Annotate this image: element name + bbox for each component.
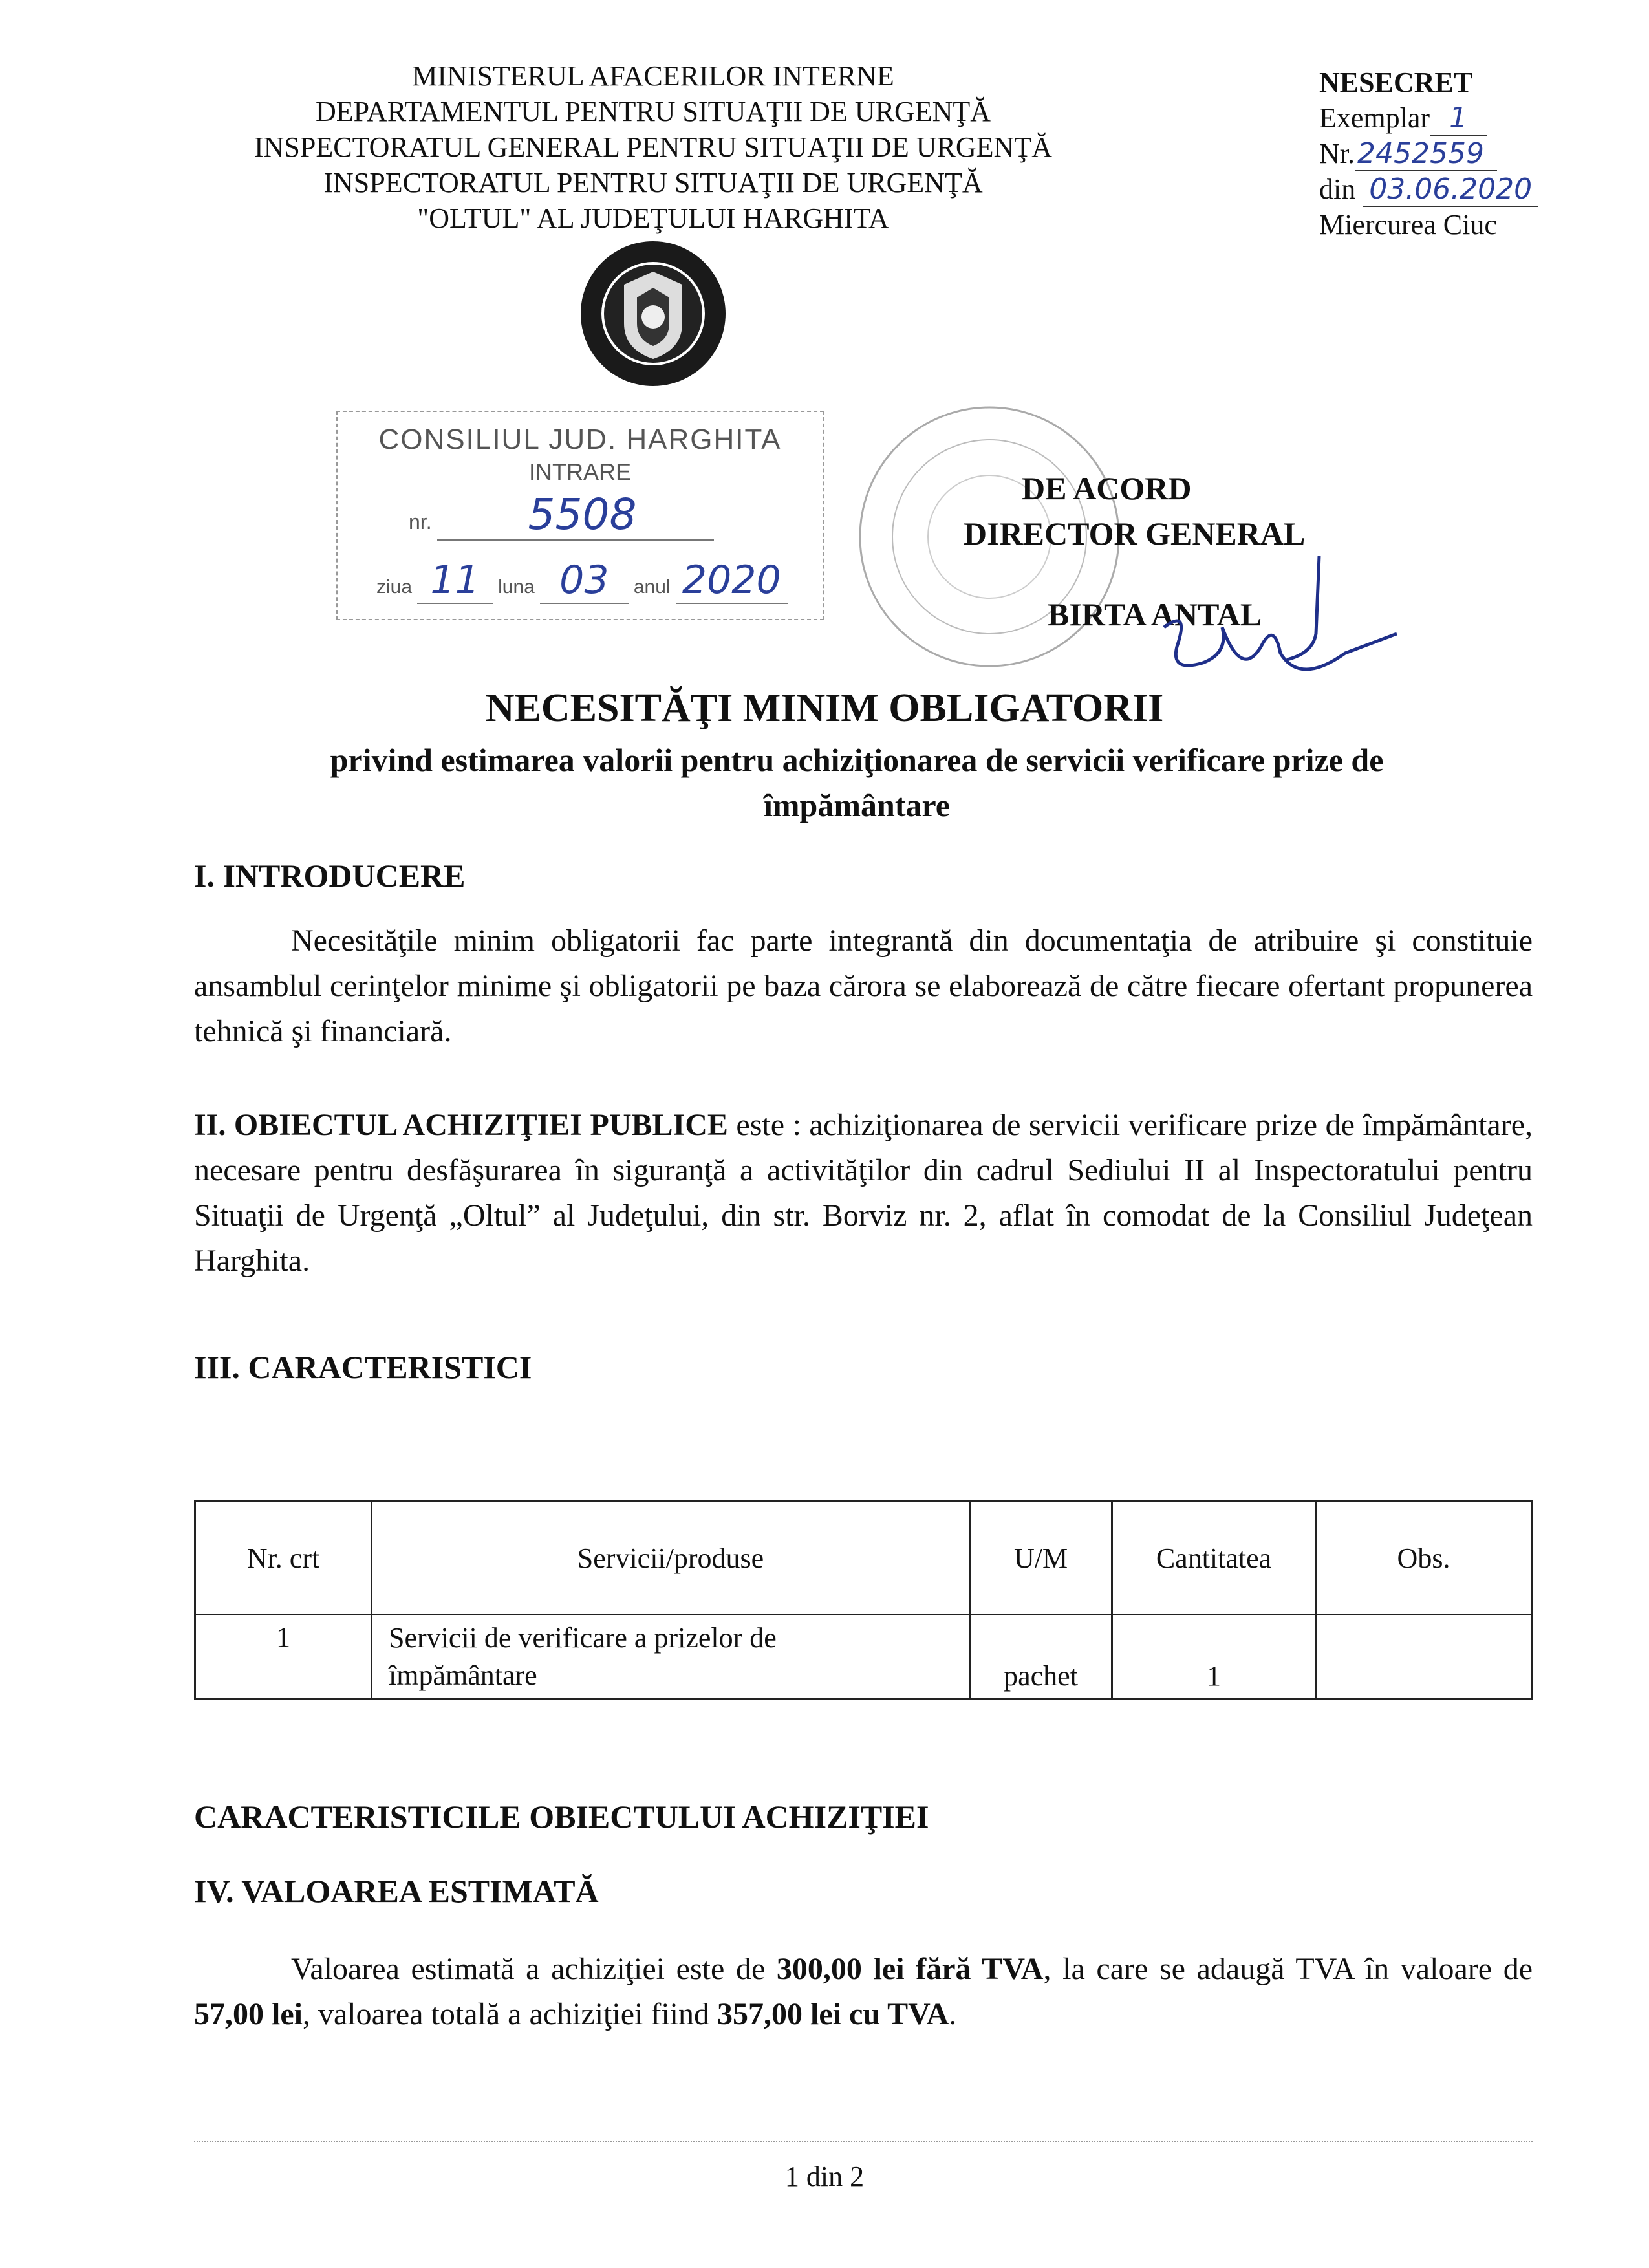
section4-text: . <box>949 1997 957 2031</box>
stamp-luna-label: luna <box>498 576 535 598</box>
characteristics-table <box>194 1500 1533 1700</box>
exemplar-row <box>1319 100 1578 136</box>
section4-text: , la care se adaugă TVA în valoare de <box>1043 1952 1533 1986</box>
section4-text: Valoarea estimată a achiziţiei este de <box>291 1952 777 1986</box>
stamp-anul-value: 2020 <box>676 557 788 604</box>
classification-block <box>1319 65 1578 243</box>
header-line: INSPECTORATUL PENTRU SITUAŢII DE URGENŢĂ <box>323 167 983 199</box>
page-number: 1 din 2 <box>784 2161 865 2192</box>
value-without-vat: 300,00 lei fără TVA <box>776 1952 1044 1986</box>
institution-header <box>162 58 1145 236</box>
stamp-subtitle: INTRARE <box>528 459 631 485</box>
table-header-row <box>195 1502 1532 1615</box>
table-row <box>195 1615 1532 1699</box>
approval-name: BIRTA ANTAL <box>1048 596 1262 632</box>
stamp-nr-value: 5508 <box>437 490 714 541</box>
title-sub2: împământare <box>764 787 950 823</box>
section2-paragraph <box>194 1103 1533 1284</box>
din-row <box>1319 171 1578 207</box>
stamp-luna-value: 03 <box>540 557 628 604</box>
nr-row <box>1319 136 1578 171</box>
institution-seal <box>579 239 727 388</box>
table-cell: pachet <box>970 1615 1112 1699</box>
characteristics-heading: CARACTERISTICILE OBIECTULUI ACHIZIŢIEI <box>194 1798 929 1835</box>
din-value: 03.06.2020 <box>1363 173 1538 207</box>
title-sub1: privind estimarea valorii pentru achiziţionarea de servicii verificare prize de <box>330 742 1384 778</box>
stamp-anul-label: anul <box>633 576 671 598</box>
approval-line1: DE ACORD <box>1022 470 1192 506</box>
table-cell: 1 <box>1112 1615 1316 1699</box>
signature <box>1151 550 1410 692</box>
vat-value: 57,00 lei <box>194 1997 303 2031</box>
table-header-cell: Servicii/produse <box>372 1502 970 1615</box>
stamp-ziua-value: 11 <box>417 557 492 604</box>
stamp-ziua-label: ziua <box>376 576 413 598</box>
exemplar-label: Exemplar <box>1319 102 1430 134</box>
section2-heading: II. OBIECTUL ACHIZIŢIEI PUBLICE <box>194 1108 728 1142</box>
din-label: din <box>1319 173 1356 205</box>
document-subtitle <box>162 737 1552 828</box>
section4-text: , valoarea totală a achiziţiei fiind <box>302 1997 717 2031</box>
table-header-cell: Obs. <box>1316 1502 1532 1615</box>
footer-rule <box>194 2141 1533 2142</box>
table-header-cell: Nr. crt <box>195 1502 372 1615</box>
header-line: MINISTERUL AFACERILOR INTERNE <box>412 60 894 92</box>
stamp-title: CONSILIUL JUD. HARGHITA <box>378 424 782 455</box>
stamp-nr-label: nr. <box>409 510 432 534</box>
table-cell <box>1316 1615 1532 1699</box>
title-main: NECESITĂŢI MINIM OBLIGATORII <box>485 686 1164 730</box>
header-line: INSPECTORATUL GENERAL PENTRU SITUAŢII DE URGENŢĂ <box>254 131 1052 163</box>
section2-text: este : achiziţionarea de servicii verificare prize de împământare, necesare pentru desfăşurarea în siguranţă a activităţilor din cadrul Sediului II al Inspectoratului pentru Situaţii de Urgenţă „Oltul” al Judeţului, din str. Borviz nr. 2, aflat în comodat de la Consiliul Judeţean Harghita. <box>194 1108 1533 1278</box>
table-header-cell: Cantitatea <box>1112 1502 1316 1615</box>
header-line: DEPARTAMENTUL PENTRU SITUAŢII DE URGENŢĂ <box>315 96 991 127</box>
city: Miercurea Ciuc <box>1319 209 1497 241</box>
section4-heading: IV. VALOAREA ESTIMATĂ <box>194 1873 599 1909</box>
table-cell: Servicii de verificare a prizelor de împământare <box>372 1615 970 1699</box>
document-title <box>0 686 1649 731</box>
section1-text: Necesităţile minim obligatorii fac parte integrantă din documentaţia de atribuire şi constituie ansamblul cerinţelor minime şi obligatorii pe baza cărora se elaborează de către fiecare ofertant propunerea tehnică şi financiară. <box>194 923 1533 1048</box>
nr-value: 2452559 <box>1355 137 1497 171</box>
approval-line2: DIRECTOR GENERAL <box>964 515 1306 552</box>
total-value: 357,00 lei cu TVA <box>717 1997 949 2031</box>
stamp-nr-row <box>409 490 714 539</box>
registration-stamp <box>336 411 824 620</box>
classification-title: NESECRET <box>1319 67 1473 98</box>
table-cell: 1 <box>195 1615 372 1699</box>
nr-label: Nr. <box>1319 138 1355 169</box>
stamp-date-row <box>376 557 788 603</box>
section3-heading: III. CARACTERISTICI <box>194 1349 532 1385</box>
header-line: "OLTUL" AL JUDEŢULUI HARGHITA <box>417 202 889 234</box>
section1-heading: I. INTRODUCERE <box>194 858 466 894</box>
section4-paragraph <box>194 1947 1533 2037</box>
exemplar-value: 1 <box>1430 102 1487 136</box>
table-header-cell: U/M <box>970 1502 1112 1615</box>
